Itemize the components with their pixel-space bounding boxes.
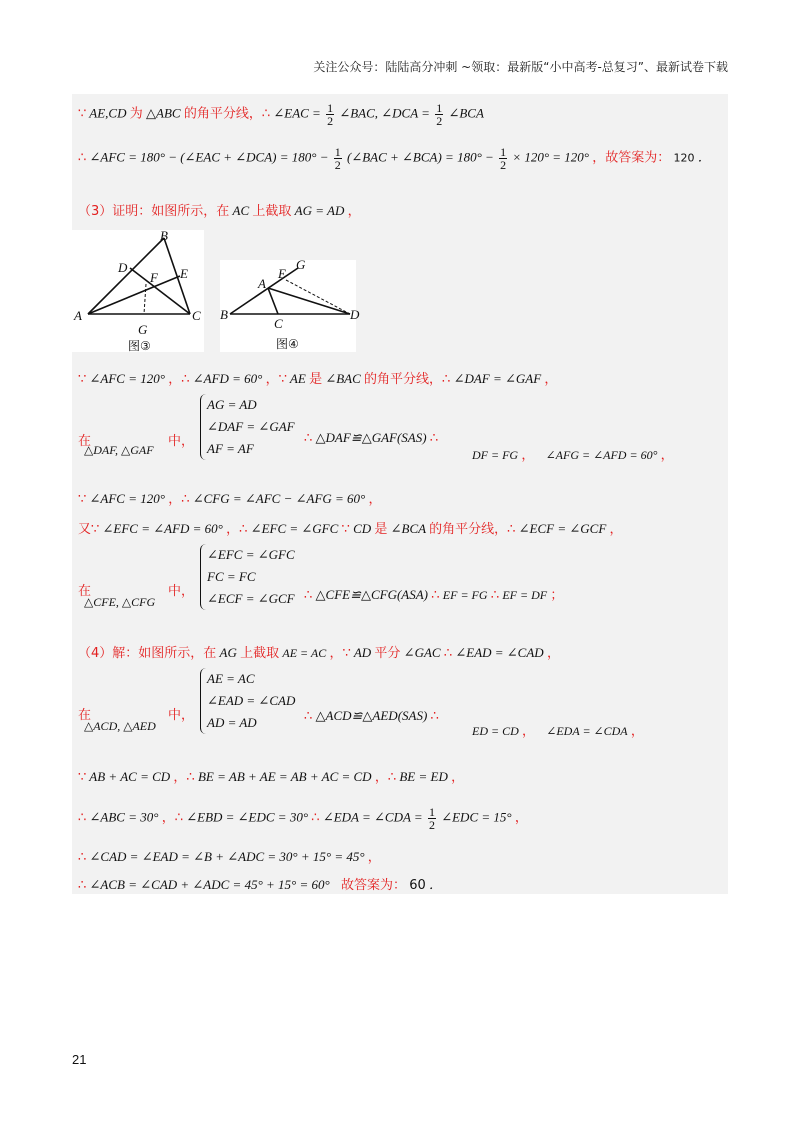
math-text: △ABC [146,105,181,121]
line-5-conclusion [304,430,438,446]
math-text: CD [353,521,372,536]
math-text: ∠EFC = ∠GFC [250,521,339,536]
math-text: ∠AFC = 180° − (∠EAC + ∠DCA) = 180° − [89,149,329,165]
text-segment: ， [451,770,465,785]
therefore-symbol: ∴ [78,878,87,893]
math-text: (∠BAC + ∠BCA) = 180° − [346,149,494,165]
text-segment: 上截取 [240,646,280,661]
text-segment: 是 [374,522,388,537]
math-text: ∠AFC = 120° [89,371,165,386]
period: ． [429,877,443,892]
numerator: 1 [436,101,443,115]
text-segment: ， [347,204,361,219]
line-7 [78,518,623,537]
page-header: 关注公众号：陆陆高分冲刺 ~领取：最新版“小中高考-总复习”、最新试卷下载 [313,60,728,74]
figure-4 [220,257,360,352]
text-segment: ， [368,492,382,507]
math-text: × 120° = 120° [512,149,590,165]
figure-3 [72,230,204,352]
because-symbol: ∵ [78,770,87,785]
denominator: 2 [436,114,443,128]
math-text: BE = ED [399,769,448,784]
label-g: G [138,322,148,337]
math-text: ∠ACB = ∠CAD + ∠ADC = 45° + 15° = 60° [89,877,330,892]
text-segment: ，∴ [168,492,190,507]
line-12 [78,806,528,831]
therefore-symbol: ∴ [311,810,320,826]
text-segment: ， [609,522,623,537]
math-text: ∠BCA [448,105,484,121]
math-text: ∠BAC [325,371,361,386]
denominator: 2 [327,114,334,128]
label-a: A [74,308,82,323]
system-row: ∠EAD = ∠CAD [207,693,296,708]
label-f: F [150,270,158,285]
label-b: B [220,307,228,322]
text-segment: （3）证明：如图所示，在 [78,204,230,219]
math-text: ∠EBD = ∠EDC = 30° [186,809,309,825]
system-row: FC = FC [207,569,256,584]
math-text: AG = AD [294,203,345,218]
numerator: 1 [428,805,435,819]
text-segment: ，∵ [265,372,287,387]
text-segment: ，∴ [161,810,183,826]
numerator: 1 [500,145,507,159]
line-10-triangles [84,718,156,734]
label-d: D [118,260,128,275]
denominator: 2 [334,158,341,172]
math-text: AD [353,645,372,660]
math-text: ∠BCA [390,521,426,536]
label-e: E [278,266,286,281]
text-segment: ， [522,724,536,739]
therefore-symbol: ∴ [431,588,440,603]
math-text: ∠ECF = ∠GCF [518,521,607,536]
text-segment: 又∵ [78,522,100,537]
text-segment: ，故答案为： [592,150,671,166]
label-c: C [192,308,201,323]
text-segment: 在 [78,434,92,449]
system-row: AD = AD [207,715,257,730]
figure-3-caption: 图③ [128,339,151,353]
therefore-symbol: ∴ [78,850,87,865]
math-text: △CFE, △CFG [84,595,156,609]
line-4 [78,368,557,387]
math-text: ∠AFC = 120° [89,491,165,506]
fraction [334,146,342,171]
therefore-symbol: ∴ [443,646,453,661]
line-8-zhong [168,580,194,599]
text-segment: 在 [78,708,92,723]
text-segment: ，∴ [226,522,248,537]
text-segment: （4）解：如图所示，在 [78,646,217,661]
because-symbol: ∵ [341,522,350,537]
math-text: ∠EFC = ∠AFD = 60° [102,521,223,536]
text-segment: 上截取 [252,204,292,219]
system-row: ∠ECF = ∠GCF [207,591,295,606]
fraction [428,806,436,831]
answer-value: 60 [409,878,426,893]
text-segment: ， [544,372,558,387]
figure-4-diagram [220,257,360,352]
text-segment: ， [546,646,560,661]
therefore-symbol: ∴ [304,588,313,603]
text-segment: ， [630,724,644,739]
label-a: A [258,276,266,291]
math-text: ∠EDA = ∠CDA = [322,809,423,825]
line-8-conclusion [304,584,563,603]
math-text: DF = FG [472,448,519,462]
because-symbol: ，∵ [329,646,351,661]
figure-3-diagram [72,230,204,352]
text-segment: 中， [168,434,195,449]
math-text: △CFE≌△CFG(ASA) [315,587,429,602]
text-segment: 在 [78,584,92,599]
line-13 [78,846,381,865]
figure-4-caption: 图④ [276,337,299,351]
therefore-symbol: ∴ [78,150,87,166]
line-1 [78,102,484,127]
text-segment: 的角平分线，∴ [364,372,451,387]
text-segment: 是 [309,372,323,387]
math-text: ∠AFG = ∠AFD = 60° [545,448,658,462]
math-text: ∠EAC = [273,105,321,121]
math-text: AB + AC = CD [89,769,171,784]
text-segment: ，∴ [168,372,190,387]
numerator: 1 [334,145,341,159]
line-10-zhong [168,704,194,723]
text-segment: ，∴ [173,770,195,785]
math-text: AE = AC [282,646,327,660]
line-5-results [472,444,674,463]
math-text: AG [219,645,237,660]
line-10-results [472,720,644,739]
therefore-symbol: ∴ [78,810,87,826]
line-2 [78,146,711,171]
text-segment: 故答案为： [340,878,406,893]
system-row: ∠EFC = ∠GFC [207,547,295,562]
line-3 [78,200,361,219]
equation-system-1 [200,394,295,460]
line-5-triangles [84,442,154,458]
therefore-symbol: ∴ [490,588,500,603]
math-text: ∠EDC = 15° [441,809,512,825]
solution-block [72,94,728,894]
page-number: 21 [72,1052,87,1067]
equation-system-3 [200,668,295,734]
denominator: 2 [428,818,435,832]
text-segment: ， [514,810,528,826]
text-segment: 中， [168,584,195,599]
math-text: AE,CD [89,105,127,121]
label-e: E [180,266,188,281]
text-segment: 中， [168,708,195,723]
math-text: ∠DAF = ∠GAF [453,371,542,386]
math-text: △ACD, △AED [84,719,156,733]
label-d: D [350,307,360,322]
text-segment: 为 [129,106,143,122]
math-text: EF = DF [502,588,548,602]
math-text: △DAF, △GAF [84,443,154,457]
text-segment: ； [550,588,564,603]
math-text: ∠EAD = ∠CAD [455,645,544,660]
line-14 [78,874,442,893]
math-text: BE = AB + AE = AB + AC = CD [197,769,372,784]
therefore-symbol: ∴ [304,431,313,446]
math-text: ∠EDA = ∠CDA [546,724,628,738]
line-5-zhong [168,430,194,449]
denominator: 2 [500,158,507,172]
because-symbol: ∵ [78,372,87,387]
math-text: ED = CD [472,724,519,738]
text-segment: 平分 [374,646,401,661]
system-row: AE = AC [207,671,255,686]
math-text: △ACD≌△AED(SAS) [315,708,428,723]
because-symbol: ∵ [78,492,87,507]
math-text: EF = FG [442,588,488,602]
text-segment: 的角平分线，∴ [429,522,516,537]
equation-system-2 [200,544,295,610]
answer-value: 120 [673,151,695,165]
fraction [326,102,334,127]
math-text: ∠GAC [403,645,441,660]
text-segment: ， [367,850,381,865]
math-text: ∠AFD = 60° [192,371,263,386]
therefore-symbol: ∴ [304,709,313,724]
period: ． [697,149,711,165]
therefore-symbol: ∴ [430,709,439,724]
fraction [499,146,507,171]
line-10-conclusion [304,708,439,724]
text-segment: ，∴ [374,770,397,785]
math-text: ∠CFG = ∠AFC − ∠AFG = 60° [192,491,366,506]
line-9 [78,642,560,661]
math-text: ∠BAC, ∠DCA = [339,105,430,121]
math-text: ∠ABC = 30° [89,809,159,825]
text-segment: ， [521,448,535,463]
system-row: AG = AD [207,397,257,412]
label-c: C [274,316,283,331]
text-segment: ， [660,448,674,463]
math-text: △DAF≌△GAF(SAS) [315,430,427,445]
math-text: AC [232,203,250,218]
therefore-symbol: ∴ [429,431,439,446]
math-text: AE [289,371,306,386]
label-g: G [296,257,306,272]
line-6 [78,488,382,507]
numerator: 1 [327,101,334,115]
math-text: ∠CAD = ∠EAD = ∠B + ∠ADC = 30° + 15° = 45° [89,849,365,864]
text-segment: 的角平分线，∴ [183,106,271,122]
line-8-triangles [84,594,155,610]
system-row: AF = AF [207,441,254,456]
because-symbol: ∵ [78,106,87,122]
line-11 [78,766,464,785]
system-row: ∠DAF = ∠GAF [207,419,295,434]
label-b: B [160,228,168,243]
fraction [435,102,443,127]
